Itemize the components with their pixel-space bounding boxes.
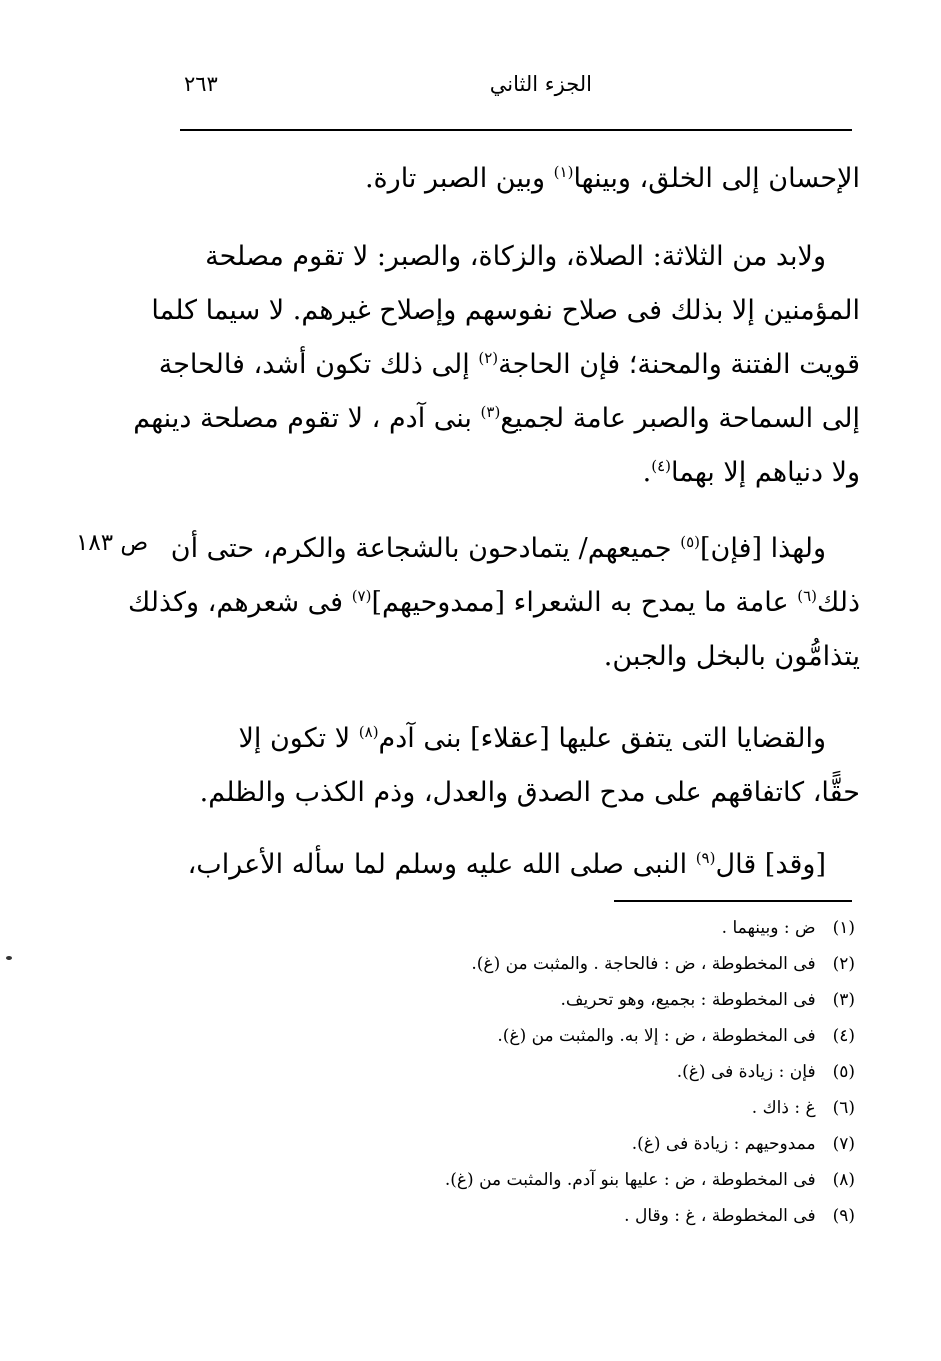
running-title: الجزء الثاني (489, 72, 592, 96)
footnote-text: فى المخطوطة ، ض : فالحاجة . والمثبت من (غ). (471, 954, 816, 974)
paragraph-4 (170, 712, 860, 820)
text-line: ولهذا [فإن]$^{(٥)}$ جميعهم/ يتمادحون بالشجاعة والكرم، حتى أن (170, 533, 826, 564)
footnote-number: (٤) (832, 1026, 855, 1046)
footnote-text: فإن : زيادة فى (غ). (676, 1062, 816, 1082)
paragraph-3 (128, 522, 860, 684)
footnote-text: فى المخطوطة ، ض : عليها بنو آدم. والمثبت من (غ). (444, 1170, 816, 1190)
footnote-ref: (٥) (680, 533, 700, 551)
footnote-item (400, 1162, 855, 1198)
footnote-ref: (٤) (651, 457, 671, 475)
scan-speck (6, 956, 12, 960)
paragraph-2 (133, 230, 860, 500)
page-header (180, 72, 852, 112)
footnote-text: ممدوحيهم : زيادة فى (غ). (631, 1134, 816, 1154)
footnote-text: فى المخطوطة : بجميع، وهو تحريف. (560, 990, 816, 1010)
footnote-item (400, 1090, 855, 1126)
footnote-number: (٩) (832, 1206, 855, 1226)
text-line: ولابد من الثلاثة: الصلاة، والزكاة، والصبر: لا تقوم مصلحة (205, 241, 826, 272)
footnote-ref: (١) (553, 163, 574, 181)
footnote-text: فى المخطوطة ، غ : وقال . (624, 1206, 816, 1226)
text-line: قويت الفتنة والمحنة؛ فإن الحاجة$^{(٢)}$ إلى ذلك تكون أشد، فالحاجة (158, 349, 860, 380)
paragraph-5 (170, 838, 860, 892)
footnote-ref: (٧) (351, 587, 372, 605)
footnote-item (400, 910, 855, 946)
footnote-item (400, 1198, 855, 1234)
footnote-number: (٥) (832, 1062, 855, 1082)
footnote-number: (٨) (832, 1170, 855, 1190)
footnote-text: غ : ذاك . (751, 1098, 816, 1118)
footnote-number: (٣) (832, 990, 855, 1010)
footnote-number: (٢) (832, 954, 855, 974)
page-number: ٢٦٣ (184, 72, 218, 96)
footnote-number: (٧) (832, 1134, 855, 1154)
text-line: الإحسان إلى الخلق، وبينها$^{(١)}$ وبين الصبر تارة. (364, 163, 860, 194)
footnote-ref: (٦) (797, 587, 817, 605)
paragraph-1 (170, 152, 860, 206)
text-line: يتذامُّون بالبخل والجبن. (603, 641, 860, 672)
footnotes (400, 910, 855, 1234)
footnote-ref: (٢) (478, 349, 499, 367)
footnote-item (400, 946, 855, 982)
footnote-ref: (٨) (358, 723, 379, 741)
margin-reference: ص ١٨٣ (76, 530, 149, 556)
footnote-number: (٦) (832, 1098, 855, 1118)
text-line: ولا دنياهم إلا بهما$^{(٤)}$. (642, 457, 860, 488)
text-line: المؤمنين إلا بذلك فى صلاح نفوسهم وإصلاح غيرهم. لا سيما كلما (151, 295, 860, 326)
footnote-ref: (٩) (695, 849, 716, 867)
text-line: [وقد] قال$^{(٩)}$ النبى صلى الله عليه وسلم لما سأله الأعراب، (187, 849, 826, 880)
footnote-item (400, 1126, 855, 1162)
footnote-ref: (٣) (480, 403, 501, 421)
footnote-item (400, 982, 855, 1018)
text-line: ذلك$^{(٦)}$ عامة ما يمدح به الشعراء [ممدوحيهم]$^{(٧)}$ فى شعرهم، وكذلك (128, 587, 860, 618)
footnote-number: (١) (832, 918, 855, 938)
footnote-text: فى المخطوطة ، ض : إلا به. والمثبت من (غ). (497, 1026, 816, 1046)
footnote-text: ض : وبينهما . (721, 918, 816, 938)
header-rule (180, 129, 852, 131)
footnote-rule (614, 900, 852, 902)
footnote-item (400, 1018, 855, 1054)
text-line: حقًّا، كاتفاقهم على مدح الصدق والعدل، وذم الكذب والظلم. (199, 777, 860, 808)
text-line: والقضايا التى يتفق عليها [عقلاء] بنى آدم$^{(٨)}$ لا تكون إلا (238, 723, 826, 754)
text-line: إلى السماحة والصبر عامة لجميع$^{(٣)}$ بنى آدم ، لا تقوم مصلحة دينهم (133, 403, 860, 434)
footnote-item (400, 1054, 855, 1090)
